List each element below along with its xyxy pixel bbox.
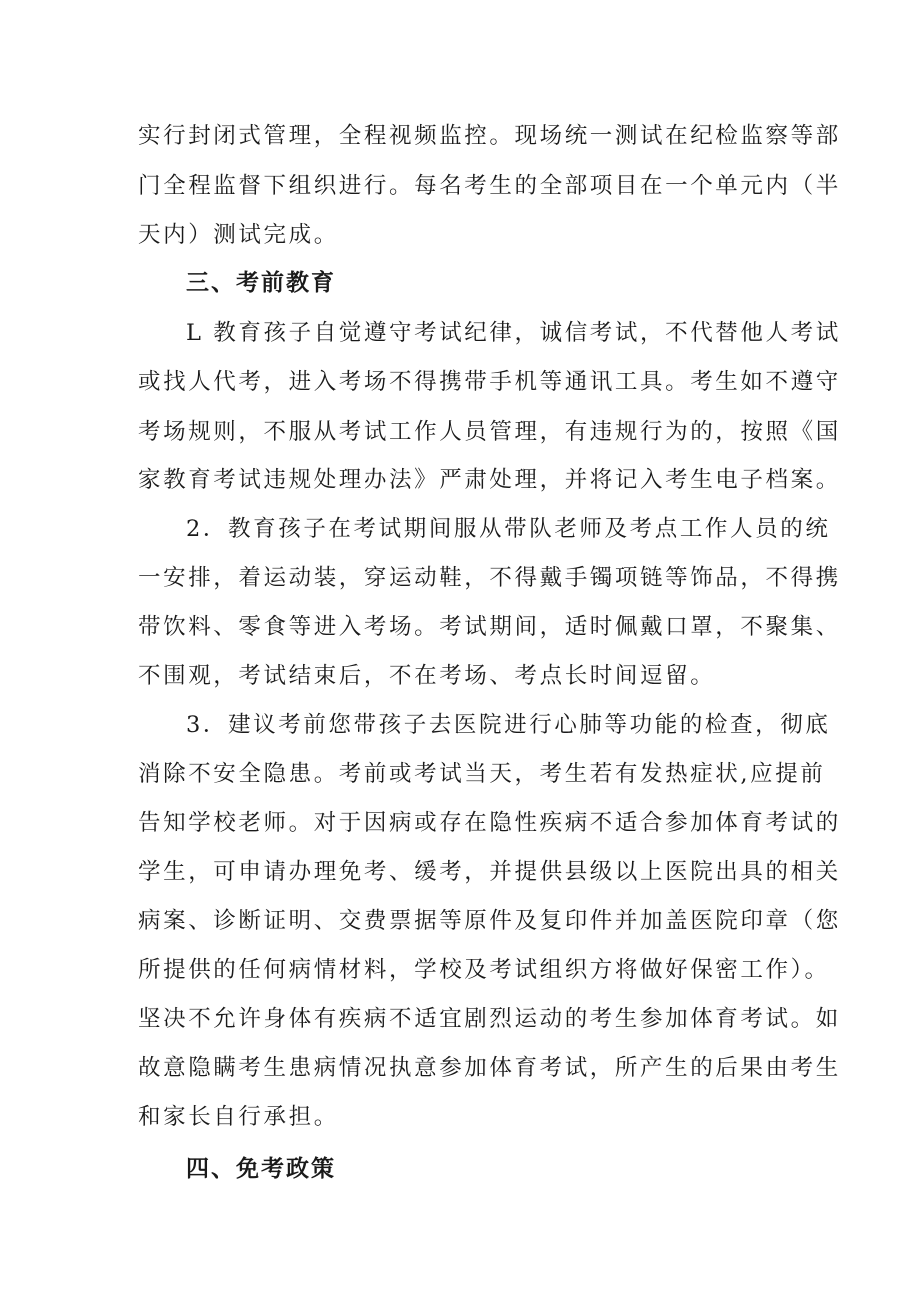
- paragraph-line: 一安排，着运动装，穿运动鞋，不得戴手镯项链等饰品，不得携: [138, 565, 841, 591]
- paragraph-line: 和家长自行承担。: [138, 1104, 339, 1130]
- paragraph-line: 学生，可申请办理免考、缓考，并提供县级以上医院出具的相关: [138, 859, 841, 885]
- paragraph-line: 所提供的任何病情材料，学校及考试组织方将做好保密工作）。: [138, 957, 830, 983]
- paragraph-line: 病案、诊断证明、交费票据等原件及复印件并加盖医院印章（您: [138, 908, 841, 934]
- paragraph-line: 门全程监督下组织进行。每名考生的全部项目在一个单元内（半: [138, 173, 841, 199]
- paragraph-line: 消除不安全隐患。考前或考试当天，考生若有发热症状,应提前: [138, 761, 826, 787]
- section-heading: 三、考前教育: [186, 270, 336, 296]
- paragraph-line: 带饮料、零食等进入考场。考试期间，适时佩戴口罩，不聚集、: [138, 614, 841, 640]
- paragraph-line: 故意隐瞒考生患病情况执意参加体育考试，所产生的后果由考生: [138, 1055, 841, 1081]
- paragraph-line: 或找人代考，进入考场不得携带手机等通讯工具。考生如不遵守: [138, 369, 841, 395]
- paragraph-line: 考场规则，不服从考试工作人员管理，有违规行为的，按照《国: [138, 419, 841, 445]
- paragraph-line: L 教育孩子自觉遵守考试纪律，诚信考试，不代替他人考试: [186, 320, 841, 346]
- paragraph-line: 天内）测试完成。: [138, 222, 339, 248]
- paragraph-line: 坚决不允许身体有疾病不适宜剧烈运动的考生参加体育考试。如: [138, 1006, 841, 1032]
- paragraph-line: 实行封闭式管理，全程视频监控。现场统一测试在纪检监察等部: [138, 123, 841, 149]
- paragraph-line: 不围观，考试结束后，不在考场、考点长时间逗留。: [138, 663, 716, 689]
- paragraph-line: 2．教育孩子在考试期间服从带队老师及考点工作人员的统: [186, 516, 831, 542]
- paragraph-line: 家教育考试违规处理办法》严肃处理，并将记入考生电子档案。: [138, 467, 841, 493]
- paragraph-line: 3．建议考前您带孩子去医院进行心肺等功能的检查，彻底: [186, 712, 831, 738]
- paragraph-line: 告知学校老师。对于因病或存在隐性疾病不适合参加体育考试的: [138, 810, 841, 836]
- section-heading: 四、免考政策: [186, 1156, 336, 1182]
